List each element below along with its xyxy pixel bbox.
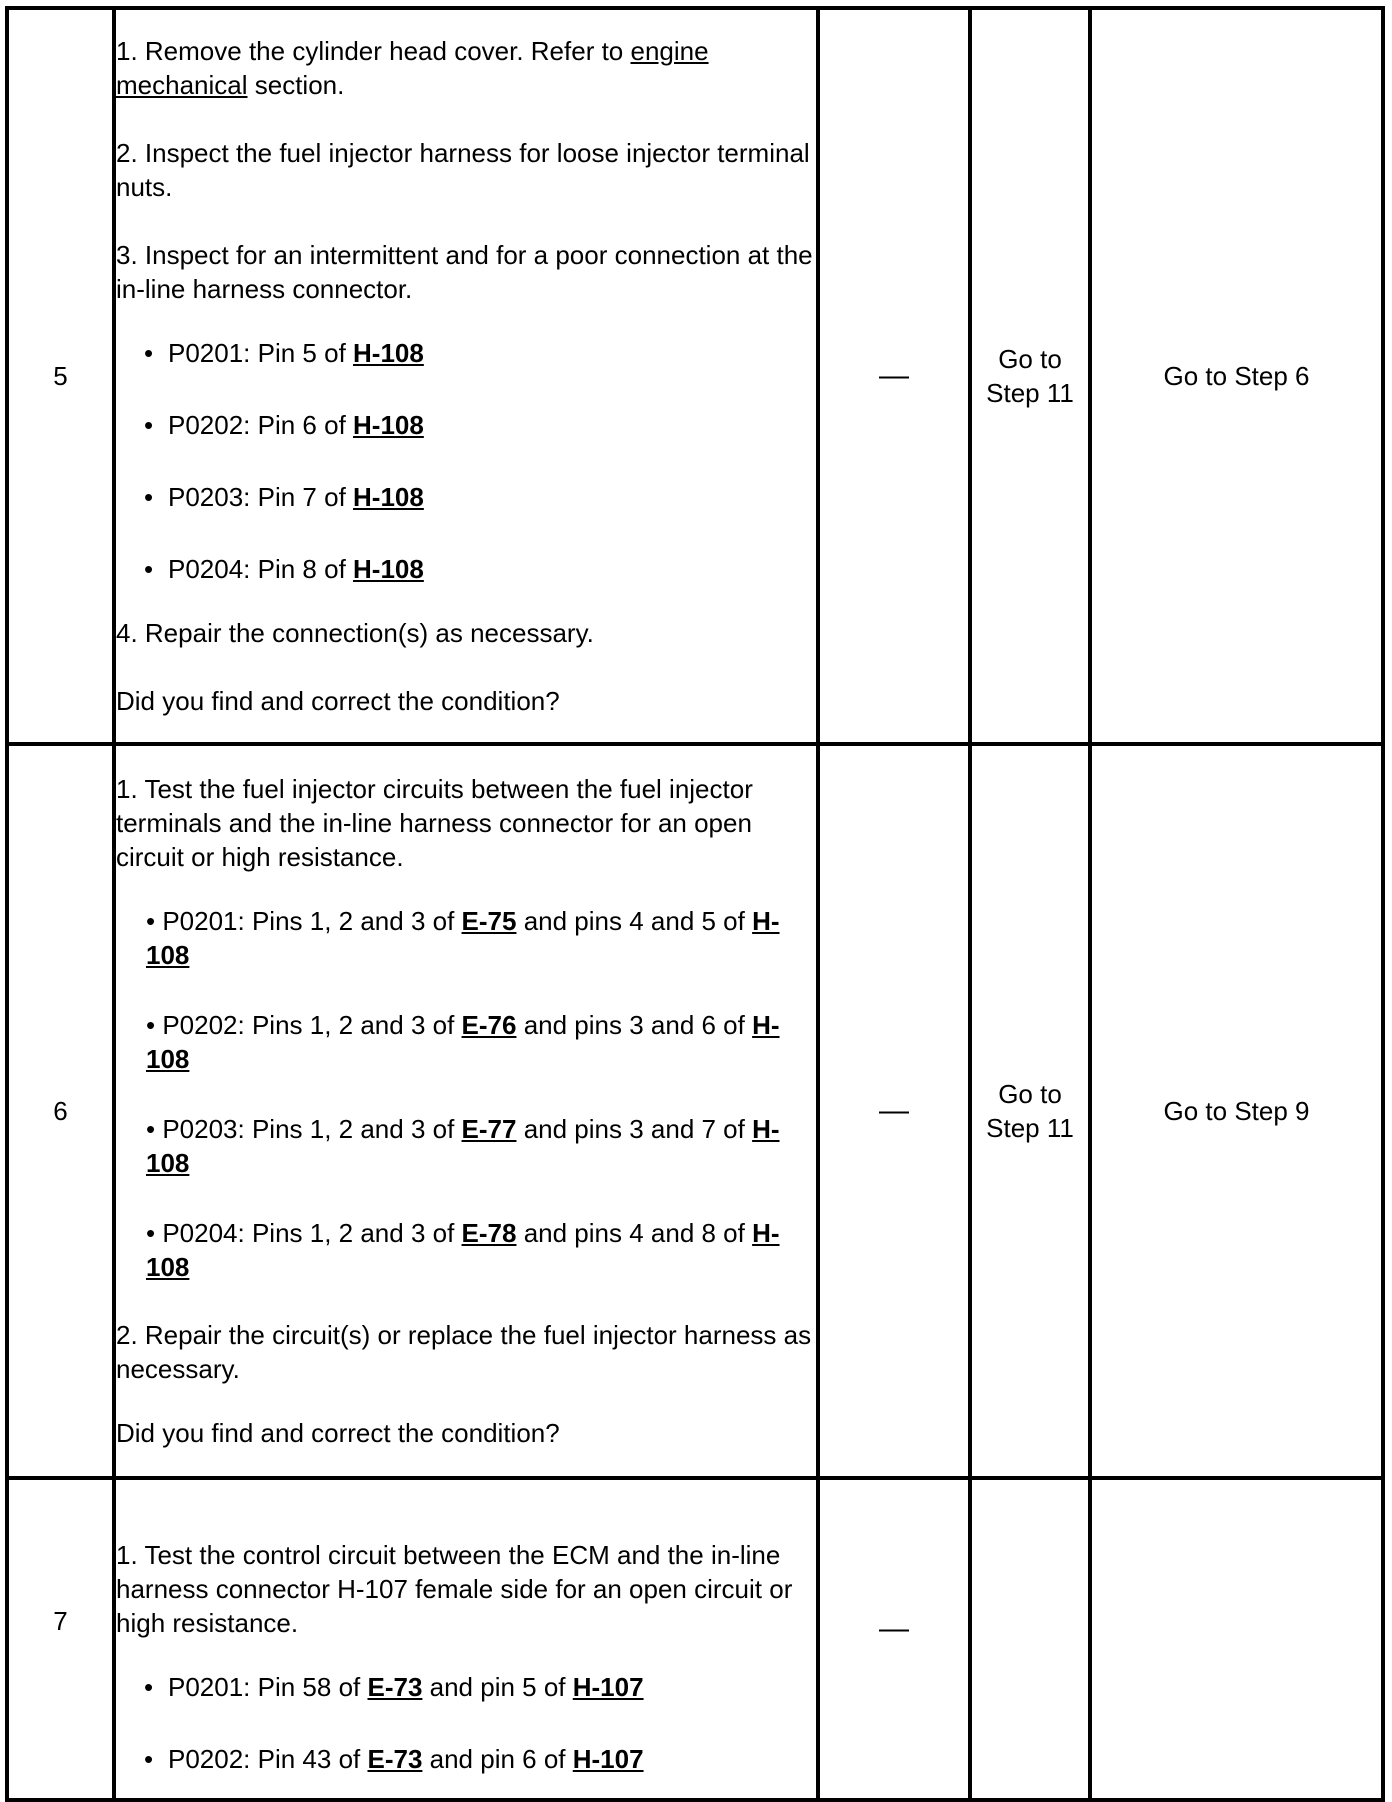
instruction-text: 1. Remove the cylinder head cover. Refer to	[116, 36, 631, 66]
step-number: 6	[7, 744, 114, 1478]
pin-text: P0203: Pins 1, 2 and 3 of	[162, 1114, 462, 1144]
action-cell	[114, 744, 818, 1478]
bullet-icon: •	[144, 1672, 154, 1702]
value-cell: —	[818, 1478, 970, 1800]
pin-text: and pins 4 and 8 of	[516, 1218, 753, 1248]
no-cell	[1090, 1478, 1383, 1800]
list-item	[146, 904, 816, 972]
list-item	[146, 1008, 816, 1076]
yes-cell: Go to Step 11	[970, 744, 1090, 1478]
connector-link[interactable]: H-108	[146, 1010, 780, 1074]
action-cell	[114, 1478, 818, 1800]
pin-text: P0204: Pins 1, 2 and 3 of	[162, 1218, 462, 1248]
connector-link[interactable]: E-78	[461, 1218, 517, 1248]
connector-link[interactable]: E-76	[461, 1010, 517, 1040]
connector-link[interactable]: H-108	[146, 1218, 780, 1282]
instruction-1: 1. Test the fuel injector circuits between the fuel injector terminals and the in-line harness connector for an open circuit or high resistance.	[116, 774, 753, 872]
pin-list	[116, 336, 816, 586]
connector-link[interactable]: H-108	[353, 482, 424, 512]
connector-link[interactable]: E-77	[461, 1114, 517, 1144]
bullet-icon: •	[146, 1010, 163, 1040]
connector-link[interactable]: H-108	[146, 906, 780, 970]
instruction-2: 2. Inspect the fuel injector harness for loose injector terminal nuts.	[116, 138, 810, 202]
connector-link[interactable]: H-108	[353, 410, 424, 440]
bullet-icon: •	[144, 410, 154, 440]
value-cell: —	[818, 8, 970, 744]
list-item	[144, 336, 816, 370]
list-item	[146, 1112, 816, 1180]
diagnostic-steps-table	[5, 6, 1385, 1802]
instruction-text: section.	[247, 70, 345, 100]
table-row-step-6	[7, 744, 1383, 1478]
yes-cell: Go to Step 11	[970, 8, 1090, 744]
engine-mechanical-link[interactable]: engine mechanical	[116, 36, 709, 100]
pin-text: and pin 5 of	[422, 1672, 573, 1702]
bullet-icon: •	[144, 338, 154, 368]
pin-text: P0201: Pin 58 of	[168, 1672, 368, 1702]
no-cell: Go to Step 9	[1090, 744, 1383, 1478]
instruction-3: 3. Inspect for an intermittent and for a poor connection at the in-line harness connector.	[116, 240, 813, 304]
connector-link[interactable]: H-108	[146, 1114, 780, 1178]
pin-text: P0202: Pin 6 of	[168, 410, 354, 440]
bullet-icon: •	[146, 1218, 163, 1248]
connector-link[interactable]: H-107	[572, 1744, 644, 1774]
bullet-icon: •	[146, 906, 163, 936]
no-cell: Go to Step 6	[1090, 8, 1383, 744]
connector-link[interactable]: E-73	[367, 1672, 423, 1702]
yes-cell	[970, 1478, 1090, 1800]
connector-link[interactable]: E-75	[461, 906, 517, 936]
table-row-step-7	[7, 1478, 1383, 1800]
pin-text: P0204: Pin 8 of	[168, 554, 354, 584]
pin-text: P0203: Pin 7 of	[168, 482, 354, 512]
instruction-4: 4. Repair the connection(s) as necessary.	[116, 618, 594, 648]
list-item	[144, 552, 816, 586]
pin-list	[116, 1670, 816, 1776]
pin-text: and pins 4 and 5 of	[516, 906, 753, 936]
step-number: 5	[7, 8, 114, 744]
bullet-icon: •	[144, 1744, 154, 1774]
list-item	[144, 408, 816, 442]
connector-link[interactable]: H-107	[572, 1672, 644, 1702]
list-item	[144, 1670, 816, 1704]
bullet-icon: •	[144, 554, 154, 584]
connector-link[interactable]: E-73	[367, 1744, 423, 1774]
pin-text: and pins 3 and 6 of	[516, 1010, 753, 1040]
connector-link[interactable]: H-108	[353, 338, 424, 368]
pin-text: and pins 3 and 7 of	[516, 1114, 753, 1144]
connector-link[interactable]: H-108	[353, 554, 424, 584]
instruction-1	[116, 34, 816, 102]
action-cell	[114, 8, 818, 744]
list-item	[144, 480, 816, 514]
pin-list	[116, 904, 816, 1284]
list-item	[146, 1216, 816, 1284]
bullet-icon: •	[146, 1114, 163, 1144]
pin-text: P0201: Pins 1, 2 and 3 of	[162, 906, 462, 936]
table-row-step-5	[7, 8, 1383, 744]
pin-text: P0201: Pin 5 of	[168, 338, 354, 368]
question: Did you find and correct the condition?	[116, 686, 560, 716]
value-cell: —	[818, 744, 970, 1478]
pin-text: and pin 6 of	[422, 1744, 573, 1774]
step-number: 7	[7, 1478, 114, 1800]
pin-text: P0202: Pin 43 of	[168, 1744, 368, 1774]
bullet-icon: •	[144, 482, 154, 512]
list-item	[144, 1742, 816, 1776]
instruction-1: 1. Test the control circuit between the ECM and the in-line harness connector H-107 female side for an open circuit or high resistance.	[116, 1540, 793, 1638]
instruction-2: 2. Repair the circuit(s) or replace the fuel injector harness as necessary.	[116, 1320, 812, 1384]
pin-text: P0202: Pins 1, 2 and 3 of	[162, 1010, 462, 1040]
question: Did you find and correct the condition?	[116, 1418, 560, 1448]
